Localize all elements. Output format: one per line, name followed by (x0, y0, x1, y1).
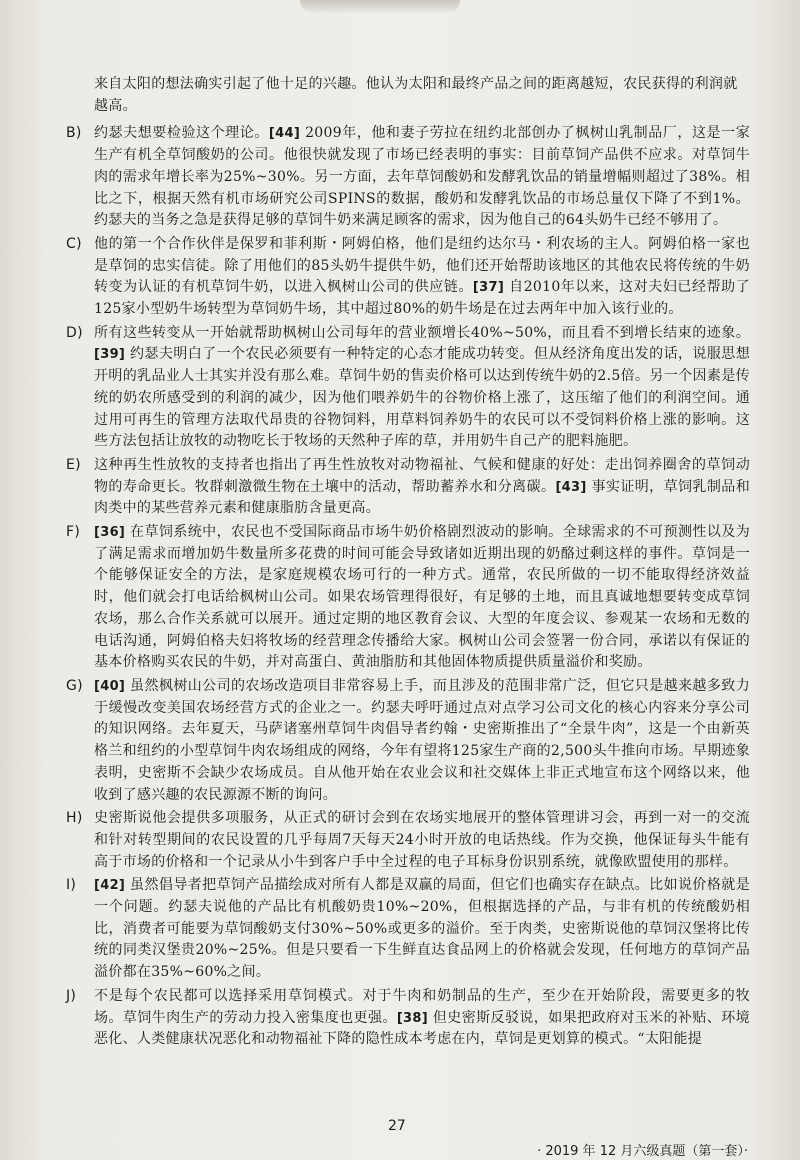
paragraph-text: 但史密斯反驳说，如果把政府对玉米的补贴、环境恶化、人类健康状况恶化和动物福祉下降的隐性成本考虑在内，草饲是更划算的模式。“太阳能提 (94, 1009, 750, 1048)
paragraph-label: E) (66, 456, 81, 473)
paragraph-text: 史密斯说他会提供多项服务，从正式的研讨会到在农场实地展开的整体管理讲习会，再到一对一的交流和针对转型期间的农民设置的几乎每周7天每天24小时开放的电话热线。作为交换，他保证每头牛能有高于市场的价格和一个记录从小牛到客户手中全过程的电子耳标身份识别系统，就像欧盟使用的那样。 (94, 810, 750, 870)
question-ref: [43] (555, 479, 587, 495)
document-body (66, 74, 750, 1053)
paragraph-c (66, 234, 750, 321)
intro-paragraph: 来自太阳的想法确实引起了他十足的兴趣。他认为太阳和最终产品之间的距离越短，农民获得的利润就越高。 (94, 76, 738, 114)
paragraph-label: D) (66, 324, 83, 341)
paragraph-label: B) (66, 125, 82, 142)
paragraph-text: 在草饲系统中，农民也不受国际商品市场牛奶价格剧烈波动的影响。全球需求的不可预测性以及为了满足需求而增加奶牛数量所多花费的时间可能会导致诸如近期出现的奶酪过剩这样的事件。草饲是一个能够保证安全的方法，是家庭规模农场可行的一种方式。通常，农民所做的一切不能取得经济效益时，他们就会打电话给枫树山公司。如果农场管理得很好，有足够的土地，而且真诚地想要转变成草饲农场，那么合作关系就可以展开。通过定期的地区教育会议、大型的年度会议、参观某一农场和无数的电话沟通，阿姆伯格夫妇将牧场的经营理念传播给大家。枫树山公司会签署一份合同，承诺以有保证的基本价格购买农民的牛奶，并对高蛋白、黄油脂肪和其他固体物质提供质量溢价和奖励。 (94, 524, 750, 671)
paragraph-label: F) (66, 524, 81, 541)
paragraph-text: 2009年，他和妻子劳拉在纽约北部创办了枫树山乳制品厂，这是一家生产有机全草饲酸奶的公司。他很快就发现了市场已经表明的事实：目前草饲产品供不应求。对草饲牛肉的需求年增长率为25%~30%。另一方面，去年草饲酸奶和发酵乳饮品的销量增幅则超过了38%。相比之下，根据天然有机市场研究公司SPINS的数据，酸奶和发酵乳饮品的市场总量仅下降了不到1%。约瑟夫的当务之急是获得足够的草饲牛奶来满足顾客的需求，因为他自己的64头奶牛已经不够用了。 (94, 125, 750, 229)
paragraph-text: 这种再生性放牧的支持者也指出了再生性放牧对动物福祉、气候和健康的好处：走出饲养圈舍的草饲动物的寿命更长。牧群刺激微生物在土壤中的活动，帮助蓄养水和分离碳。 (94, 456, 750, 495)
question-ref: [36] (94, 525, 126, 541)
paragraph-label: G) (66, 677, 83, 694)
paragraph-text: 不是每个农民都可以选择采用草饲模式。对于牛肉和奶制品的生产，至少在开始阶段，需要更多的牧场。草饲牛肉生产的劳动力投入密集度也更强。 (94, 987, 750, 1026)
question-ref: [38] (396, 1010, 428, 1026)
page-number: 27 (388, 1118, 406, 1134)
binding-shadow (300, 0, 460, 14)
paragraph-text: 约瑟夫明白了一个农民必须要有一种特定的心态才能成功转变。但从经济角度出发的话，说服思想开明的乳品业人士其实并没有那么难。草饲牛奶的售卖价格可以达到传统牛奶的2.5倍。另一个因素是传统的奶农所感受到的利润的减少，因为他们喂养奶牛的谷物价格上涨了，这压缩了他们的利润空间。通过用可再生的管理方法取代昂贵的谷物饲料，用草料饲养奶牛的农民可以不受饲料价格上涨的影响。这些方法包括让放牧的动物吃长于牧场的天然种子库的草，并用奶牛自己产的肥料施肥。 (94, 346, 750, 450)
paragraph-text: 所有这些转变从一开始就帮助枫树山公司每年的营业额增长40%~50%，而且看不到增长结束的迹象。 (94, 324, 750, 341)
paragraph-g (66, 676, 750, 806)
question-ref: [44] (268, 126, 301, 142)
paragraph-label: H) (66, 810, 83, 827)
question-ref: [37] (472, 280, 505, 296)
paragraph-text: 他的第一个合作伙伴是保罗和菲利斯・阿姆伯格，他们是纽约达尔马・利农场的主人。阿姆伯格一家也是草饲的忠实信徒。除了用他们的85头奶牛提供牛奶，他们还开始帮助该地区的其他农民将传统的牛奶转变为认证的有机草饲牛奶，以进入枫树山公司的供应链。 (94, 235, 750, 296)
paragraph-f (66, 522, 750, 674)
paragraph-h (66, 808, 750, 873)
paragraph-text: 约瑟夫想要检验这个理论。 (94, 125, 269, 142)
paragraph-text: 自2010年以来，这对夫妇已经帮助了125家小型奶牛场转型为草饲奶牛场，其中超过80%的奶牛场是在过去两年中加入该行业的。 (94, 279, 750, 318)
paragraph-text: 事实证明，草饲乳制品和肉类中的某些营养元素和健康脂肪含量更高。 (94, 478, 750, 517)
paragraph-label: I) (66, 877, 77, 894)
footer-title: · 2019 年 12 月六级真题（第一套）· (537, 1144, 748, 1159)
paragraph-j (66, 986, 750, 1051)
question-ref: [40] (94, 678, 126, 694)
paragraph-label: C) (66, 235, 82, 252)
paragraph-e (66, 455, 750, 520)
paragraph-text: 虽然枫树山公司的农场改造项目非常容易上手，而且涉及的范围非常广泛，但它只是越来越多致力于缓慢改变美国农场经营方式的企业之一。约瑟夫呼吁通过点对点学习公司文化的核心内容来分享公司的知识网络。去年夏天，马萨诸塞州草饲牛肉倡导者约翰・史密斯推出了“全景牛肉”，这是一个由新英格兰和纽约的小型草饲牛肉农场组成的网络，今年有望将125家生产商的2,500头牛推向市场。早期迹象表明，史密斯不会缺少农场成员。自从他开始在农业会议和社交媒体上非正式地宣布这个网络以来，他收到了感兴趣的农民源源不断的询问。 (94, 677, 750, 803)
paragraph-text: 虽然倡导者把草饲产品描绘成对所有人都是双赢的局面，但它们也确实存在缺点。比如说价格就是一个问题。约瑟夫说他的产品比有机酸奶贵10%~20%，但根据选择的产品，与非有机的传统酸奶相比，消费者可能要为草饲酸奶支付30%~50%或更多的溢价。至于肉类，史密斯说他的草饲汉堡将比传统的同类汉堡贵20%~25%。但是只要看一下生鲜直达食品网上的价格就会发现，任何地方的草饲产品溢价都在35%~60%之间。 (94, 877, 750, 981)
question-ref: [42] (94, 878, 126, 894)
paragraph-label: J) (66, 987, 77, 1004)
question-ref: [39] (94, 347, 126, 363)
paragraph-d (66, 323, 750, 453)
paragraph-list (66, 123, 750, 1051)
paragraph-b (66, 123, 750, 232)
paragraph-i (66, 875, 750, 984)
